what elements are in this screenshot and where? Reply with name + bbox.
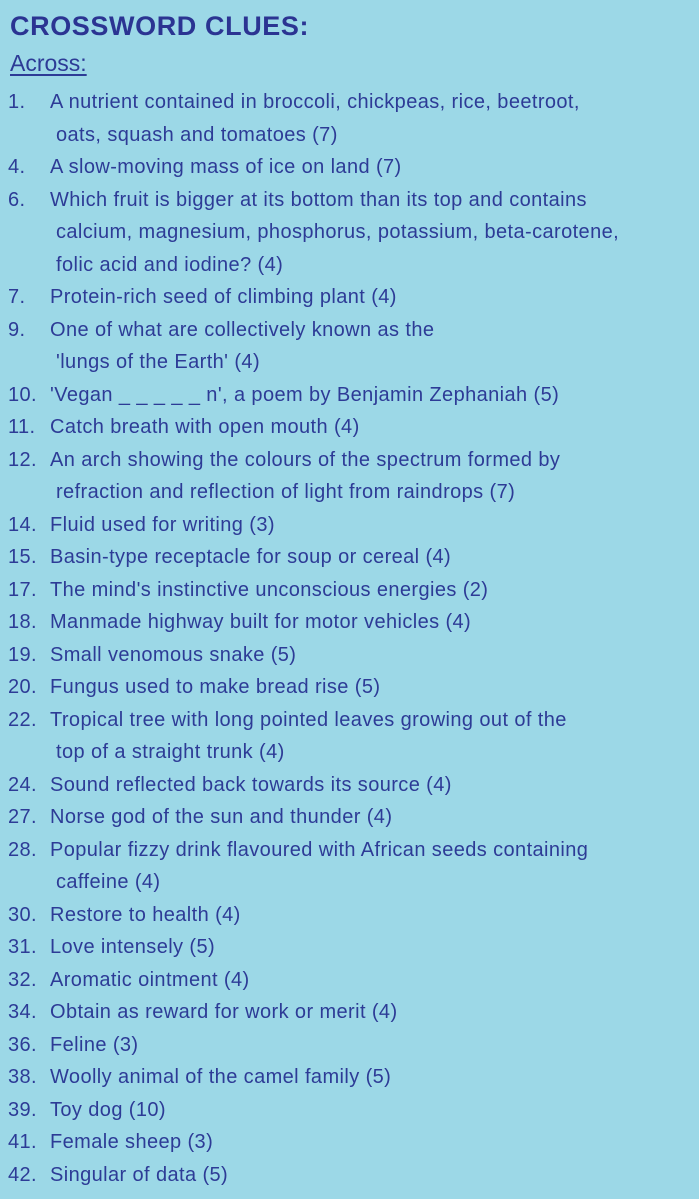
clue-number: 18. <box>8 611 38 634</box>
clue-line: top of a straight trunk (4) <box>56 741 285 764</box>
clue-number: 20. <box>8 676 38 699</box>
clue-line: Norse god of the sun and thunder (4) <box>50 806 393 829</box>
clue-line: folic acid and iodine? (4) <box>56 253 284 276</box>
clue-text <box>50 1126 693 1159</box>
clue-text <box>50 1094 693 1127</box>
clue-row <box>8 541 693 574</box>
clue-number: 11. <box>8 416 36 439</box>
clue-row <box>8 314 693 379</box>
clue-number: 36. <box>8 1033 38 1056</box>
clue-line: Fluid used for writing (3) <box>50 513 275 536</box>
clue-number: 22. <box>8 708 38 731</box>
clue-line: Catch breath with open mouth (4) <box>50 416 360 439</box>
clue-line: Tropical tree with long pointed leaves growing out of the <box>50 708 567 731</box>
clue-line: oats, squash and tomatoes (7) <box>56 123 338 146</box>
clue-line: caffeine (4) <box>56 871 161 894</box>
clue-row <box>8 1126 693 1159</box>
clue-line: Basin-type receptacle for soup or cereal (4) <box>50 546 452 569</box>
clue-text <box>50 704 693 769</box>
clue-row <box>8 639 693 672</box>
clue-number: 1. <box>8 91 26 114</box>
clue-row <box>8 151 693 184</box>
clue-line: Woolly animal of the camel family (5) <box>50 1066 392 1089</box>
clue-number: 38. <box>8 1066 38 1089</box>
clue-text <box>50 444 693 509</box>
clue-row <box>8 411 693 444</box>
clue-text <box>50 509 693 542</box>
clue-list <box>8 86 693 1191</box>
clue-number: 32. <box>8 968 38 991</box>
clue-row <box>8 606 693 639</box>
clue-number: 42. <box>8 1163 38 1186</box>
clue-line: One of what are collectively known as the <box>50 318 435 341</box>
clue-row <box>8 379 693 412</box>
clue-row <box>8 769 693 802</box>
clue-row <box>8 1061 693 1094</box>
clue-text <box>50 1029 693 1062</box>
clue-line: Toy dog (10) <box>50 1098 166 1121</box>
clue-text <box>50 834 693 899</box>
clue-line: Female sheep (3) <box>50 1131 214 1154</box>
clue-line: 'lungs of the Earth' (4) <box>56 351 261 374</box>
clue-row <box>8 996 693 1029</box>
page-title: CROSSWORD CLUES: <box>10 11 310 41</box>
clue-text <box>50 184 693 282</box>
clue-row <box>8 834 693 899</box>
clue-text <box>50 281 693 314</box>
clue-line: 'Vegan _ _ _ _ _ n', a poem by Benjamin Zephaniah (5) <box>50 383 560 406</box>
clue-line: The mind's instinctive unconscious energies (2) <box>50 578 489 601</box>
clue-line: Aromatic ointment (4) <box>50 968 250 991</box>
clue-number: 14. <box>8 513 38 536</box>
clue-row <box>8 801 693 834</box>
clue-number: 7. <box>8 286 26 309</box>
clue-row <box>8 574 693 607</box>
clue-number: 12. <box>8 448 38 471</box>
clue-text <box>50 606 693 639</box>
clue-row <box>8 899 693 932</box>
clue-row <box>8 931 693 964</box>
clue-number: 41. <box>8 1131 38 1154</box>
clue-text <box>50 1159 693 1192</box>
clue-text <box>50 801 693 834</box>
clue-number: 4. <box>8 156 26 179</box>
clue-line: Love intensely (5) <box>50 936 216 959</box>
clue-text <box>50 964 693 997</box>
clue-row <box>8 1159 693 1192</box>
clue-number: 27. <box>8 806 38 829</box>
across-section-label: Across: <box>10 50 87 77</box>
clue-number: 15. <box>8 546 38 569</box>
clue-text <box>50 639 693 672</box>
clue-line: An arch showing the colours of the spectrum formed by <box>50 448 561 471</box>
clue-line: Popular fizzy drink flavoured with African seeds containing <box>50 838 589 861</box>
clue-line: refraction and reflection of light from raindrops (7) <box>56 481 516 504</box>
clue-line: Protein-rich seed of climbing plant (4) <box>50 286 397 309</box>
clue-number: 6. <box>8 188 26 211</box>
clue-line: A nutrient contained in broccoli, chickpeas, rice, beetroot, <box>50 91 580 114</box>
clue-text <box>50 931 693 964</box>
clue-text <box>50 574 693 607</box>
clue-row <box>8 184 693 282</box>
clue-row <box>8 86 693 151</box>
clue-line: Feline (3) <box>50 1033 139 1056</box>
clue-number: 28. <box>8 838 38 861</box>
clue-line: Singular of data (5) <box>50 1163 229 1186</box>
clue-row <box>8 1094 693 1127</box>
clue-line: Sound reflected back towards its source (4) <box>50 773 452 796</box>
clue-text <box>50 411 693 444</box>
clue-line: Manmade highway built for motor vehicles (4) <box>50 611 472 634</box>
clue-line: calcium, magnesium, phosphorus, potassium, beta-carotene, <box>56 221 620 244</box>
clue-text <box>50 1061 693 1094</box>
clue-text <box>50 541 693 574</box>
clue-line: Obtain as reward for work or merit (4) <box>50 1001 398 1024</box>
clue-number: 30. <box>8 903 38 926</box>
clue-number: 24. <box>8 773 38 796</box>
clue-line: Which fruit is bigger at its bottom than its top and contains <box>50 188 587 211</box>
clue-line: Restore to health (4) <box>50 903 241 926</box>
clue-line: Small venomous snake (5) <box>50 643 297 666</box>
clue-row <box>8 671 693 704</box>
clue-number: 34. <box>8 1001 38 1024</box>
clue-line: A slow-moving mass of ice on land (7) <box>50 156 402 179</box>
clue-number: 39. <box>8 1098 38 1121</box>
clue-text <box>50 996 693 1029</box>
clue-number: 31. <box>8 936 38 959</box>
clue-text <box>50 314 693 379</box>
clue-row <box>8 281 693 314</box>
clue-text <box>50 151 693 184</box>
clue-number: 10. <box>8 383 38 406</box>
clue-number: 9. <box>8 318 26 341</box>
clue-number: 17. <box>8 578 38 601</box>
clue-text <box>50 86 693 151</box>
clue-row <box>8 704 693 769</box>
clue-row <box>8 1029 693 1062</box>
clue-text <box>50 379 693 412</box>
clue-row <box>8 444 693 509</box>
clue-row <box>8 509 693 542</box>
clue-text <box>50 769 693 802</box>
clue-line: Fungus used to make bread rise (5) <box>50 676 381 699</box>
clue-number: 19. <box>8 643 38 666</box>
clue-row <box>8 964 693 997</box>
clue-text <box>50 671 693 704</box>
clue-text <box>50 899 693 932</box>
